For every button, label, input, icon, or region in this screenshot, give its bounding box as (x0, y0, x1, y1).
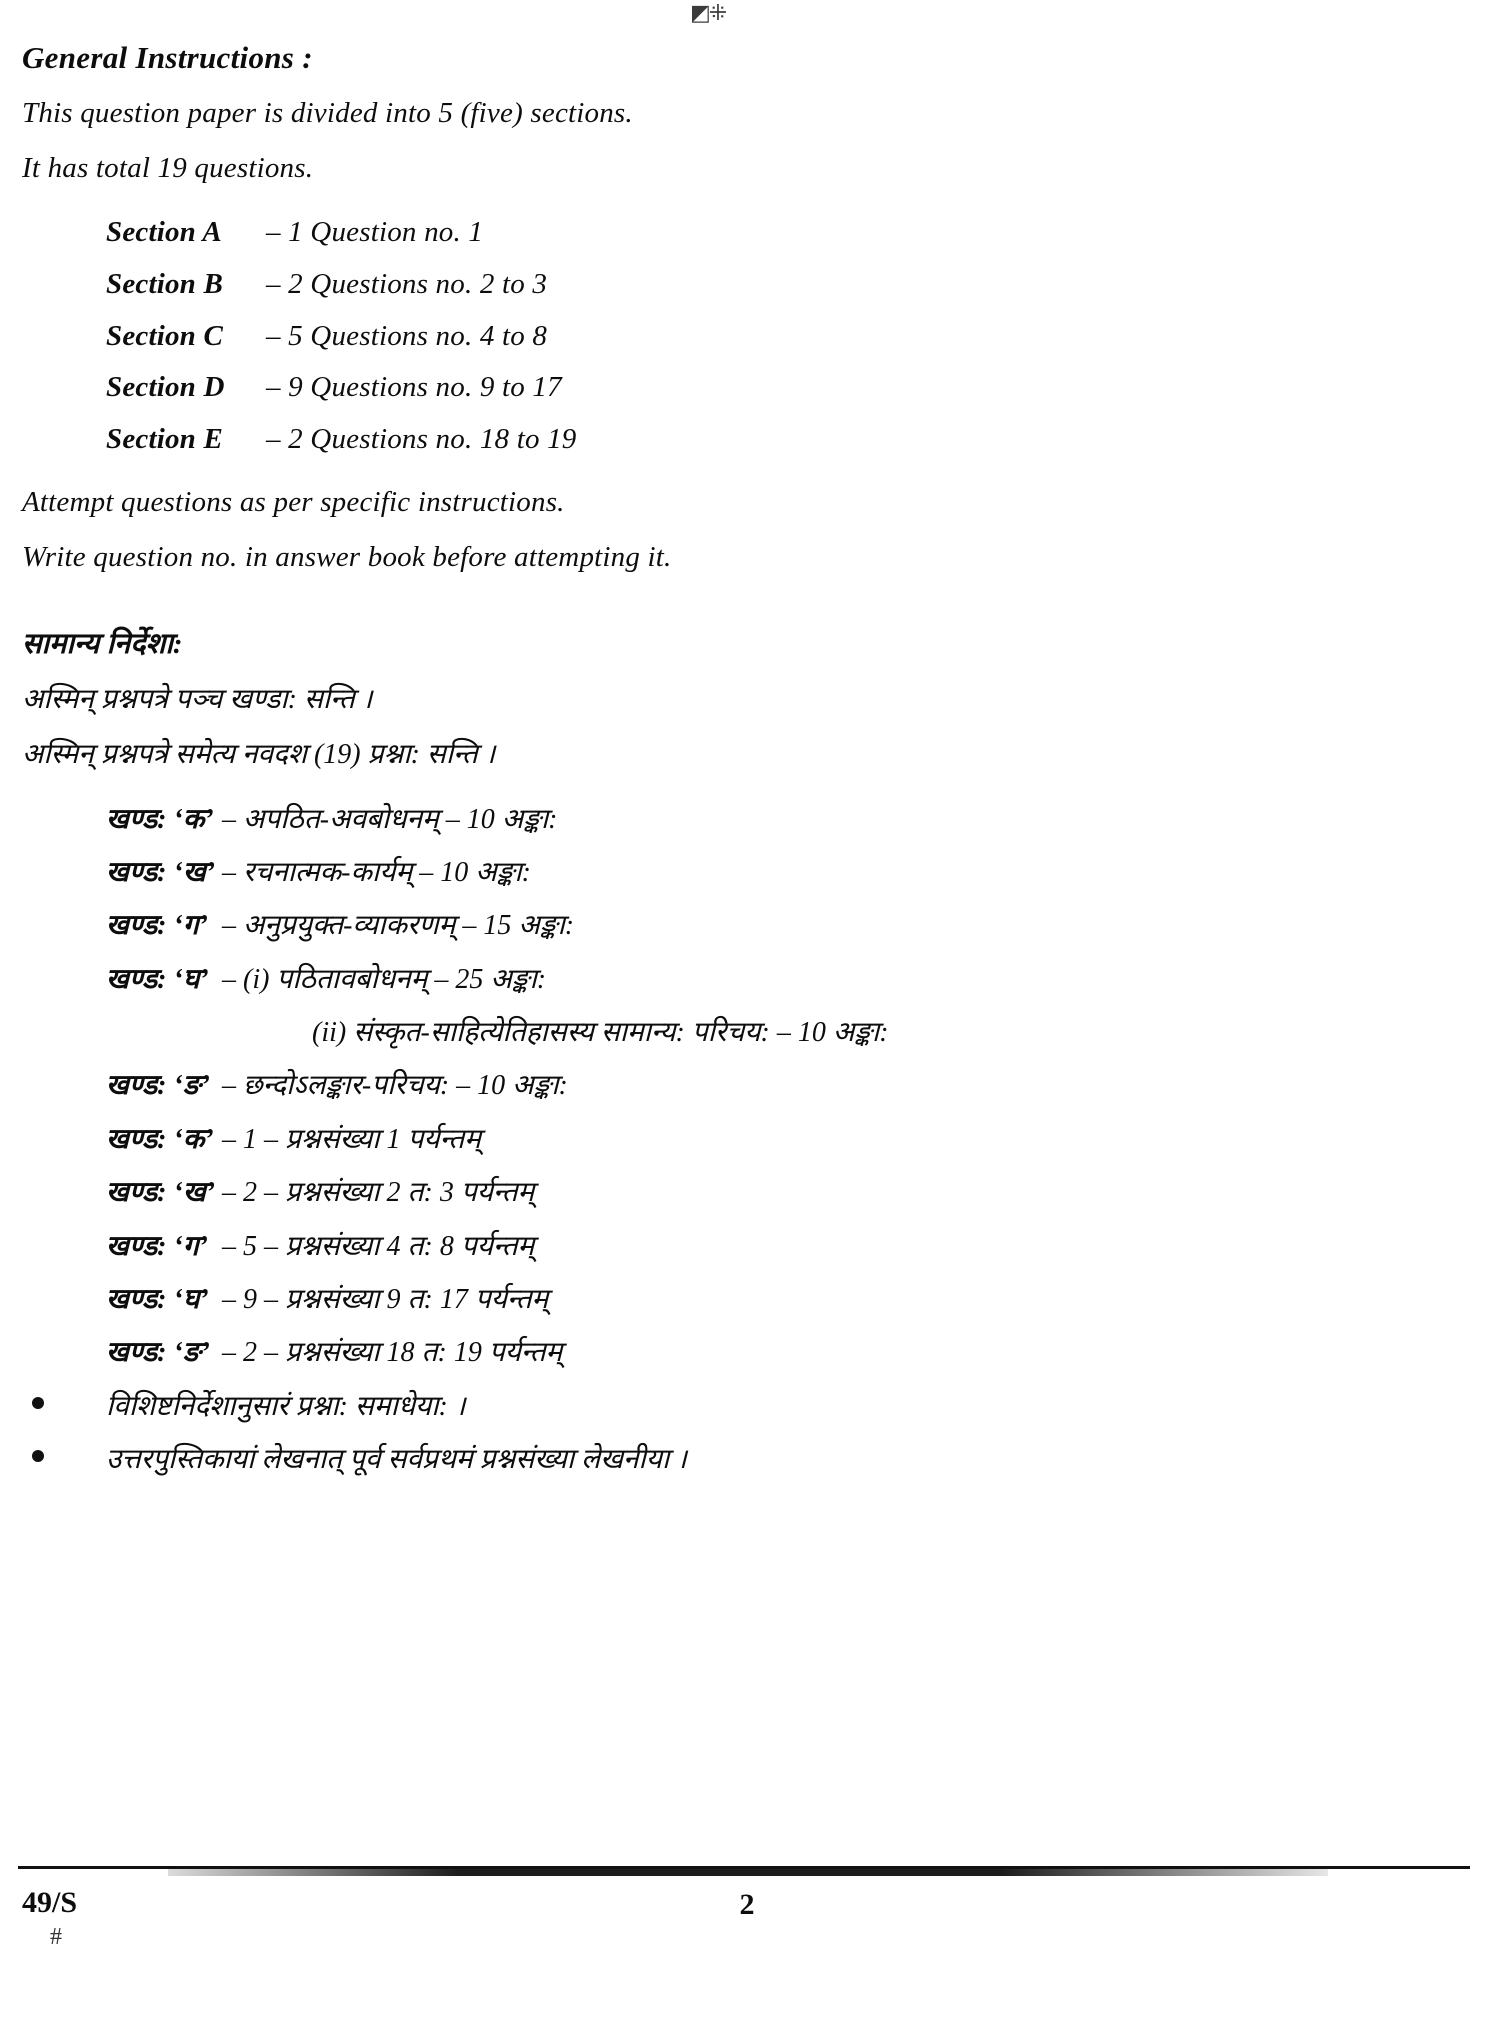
khanda-ka-detail: – अपठित-अवबोधनम् – 10 अङ्का: (222, 803, 558, 835)
section-c-detail: – 5 Questions no. 4 to 8 (266, 319, 548, 352)
section-b-detail: – 2 Questions no. 2 to 3 (266, 267, 548, 300)
khanda-q-nga-name: खण्ड: ‘ङ’ (106, 1337, 210, 1369)
section-e-detail: – 2 Questions no. 18 to 19 (266, 423, 577, 456)
samanya-nirdesha-heading: सामान्य निर्देशा: (22, 627, 183, 660)
bullet-dot-icon (32, 1450, 44, 1462)
section-a-name: Section A (106, 215, 222, 248)
page-footer (22, 1886, 1472, 1950)
sanskrit-intro-line-2: अस्मिन् प्रश्नपत्रे समेत्य नवदश (19) प्रश्ना: सन्ति । (22, 738, 496, 770)
section-row-d (22, 365, 1462, 411)
section-row-a (22, 210, 1462, 256)
khanda-ka-name: खण्ड: ‘क’ (106, 803, 214, 835)
khanda-q-kha-name: खण्ड: ‘ख’ (106, 1177, 216, 1209)
section-row-e (22, 417, 1462, 463)
khanda-q-ka-detail: – 1 – प्रश्नसंख्या 1 पर्यन्तम् (222, 1123, 482, 1155)
khanda-q-nga-detail: – 2 – प्रश्नसंख्या 18 त: 19 पर्यन्तम् (222, 1337, 563, 1369)
section-c-name: Section C (106, 319, 224, 352)
paper-code: 49/S (22, 1886, 78, 1919)
instructions-content (22, 40, 1462, 1492)
khanda-q-kha-detail: – 2 – प्रश्नसंख्या 2 त: 3 पर्यन्तम् (222, 1177, 535, 1209)
khanda-gha-detail: – (i) पठितावबोधनम् – 25 अङ्का: (222, 963, 547, 995)
khanda-questions-row-kha (22, 1171, 1462, 1214)
footer-hash-mark: # (50, 1924, 62, 1950)
khanda-q-gha-name: खण्ड: ‘घ’ (106, 1284, 209, 1316)
section-b-name: Section B (106, 267, 224, 300)
page-number: 2 (739, 1888, 755, 1921)
khanda-kha-detail: – रचनात्मक-कार्यम् – 10 अङ्का: (222, 856, 531, 888)
khanda-nga-name: खण्ड: ‘ङ’ (106, 1070, 210, 1102)
khanda-nga-detail: – छन्दोऽलङ्कार-परिचय: – 10 अङ्का: (222, 1070, 568, 1102)
sanskrit-bullet-1 (22, 1385, 1462, 1428)
section-d-detail: – 9 Questions no. 9 to 17 (266, 371, 562, 404)
khanda-questions-row-ga (22, 1225, 1462, 1268)
khanda-marks-row-ga (22, 904, 1462, 947)
khanda-questions-row-nga (22, 1331, 1462, 1374)
sanskrit-bullet-2-text: उत्तरपुस्तिकायां लेखनात् पूर्व सर्वप्रथमं प्रश्नसंख्या लेखनीया । (106, 1444, 687, 1476)
english-intro-line-2: It has total 19 questions. (22, 151, 314, 184)
sanskrit-intro-line-1: अस्मिन् प्रश्नपत्रे पञ्च खण्डा: सन्ति । (22, 683, 373, 715)
section-d-name: Section D (106, 371, 225, 404)
khanda-marks-row-ka (22, 798, 1462, 841)
khanda-q-ka-name: खण्ड: ‘क’ (106, 1123, 214, 1155)
khanda-gha-sub-detail: (ii) संस्कृत-साहित्येतिहासस्य सामान्य: परिचय: – 10 अङ्का: (312, 1017, 889, 1049)
section-row-c (22, 314, 1462, 360)
sanskrit-bullet-2 (22, 1438, 1462, 1481)
section-a-detail: – 1 Question no. 1 (266, 215, 484, 248)
english-closing-line-1: Attempt questions as per specific instructions. (22, 486, 565, 518)
khanda-gha-name: खण्ड: ‘घ’ (106, 963, 209, 995)
footer-divider (18, 1866, 1470, 1876)
khanda-marks-row-gha (22, 958, 1462, 1001)
khanda-kha-name: खण्ड: ‘ख’ (106, 856, 216, 888)
section-e-name: Section E (106, 423, 224, 456)
khanda-questions-row-ka (22, 1118, 1462, 1161)
khanda-q-ga-detail: – 5 – प्रश्नसंख्या 4 त: 8 पर्यन्तम् (222, 1230, 535, 1262)
section-row-b (22, 262, 1462, 308)
english-closing-line-2: Write question no. in answer book before attempting it. (22, 540, 672, 573)
khanda-q-gha-detail: – 9 – प्रश्नसंख्या 9 त: 17 पर्यन्तम् (222, 1284, 549, 1316)
khanda-questions-row-gha (22, 1278, 1462, 1321)
bullet-dot-icon (32, 1397, 44, 1409)
top-smudge-mark: ◩⁜ (690, 0, 726, 25)
khanda-ga-name: खण्ड: ‘ग’ (106, 910, 208, 942)
khanda-q-ga-name: खण्ड: ‘ग’ (106, 1230, 208, 1262)
khanda-ga-detail: – अनुप्रयुक्त-व्याकरणम् – 15 अङ्का: (222, 910, 575, 942)
english-intro-line-1: This question paper is divided into 5 (five) sections. (22, 97, 633, 129)
khanda-marks-row-kha (22, 851, 1462, 894)
khanda-marks-row-nga (22, 1064, 1462, 1107)
general-instructions-heading: General Instructions : (22, 40, 313, 75)
sanskrit-bullet-1-text: विशिष्टनिर्देशानुसारं प्रश्ना: समाधेया: । (106, 1390, 466, 1422)
